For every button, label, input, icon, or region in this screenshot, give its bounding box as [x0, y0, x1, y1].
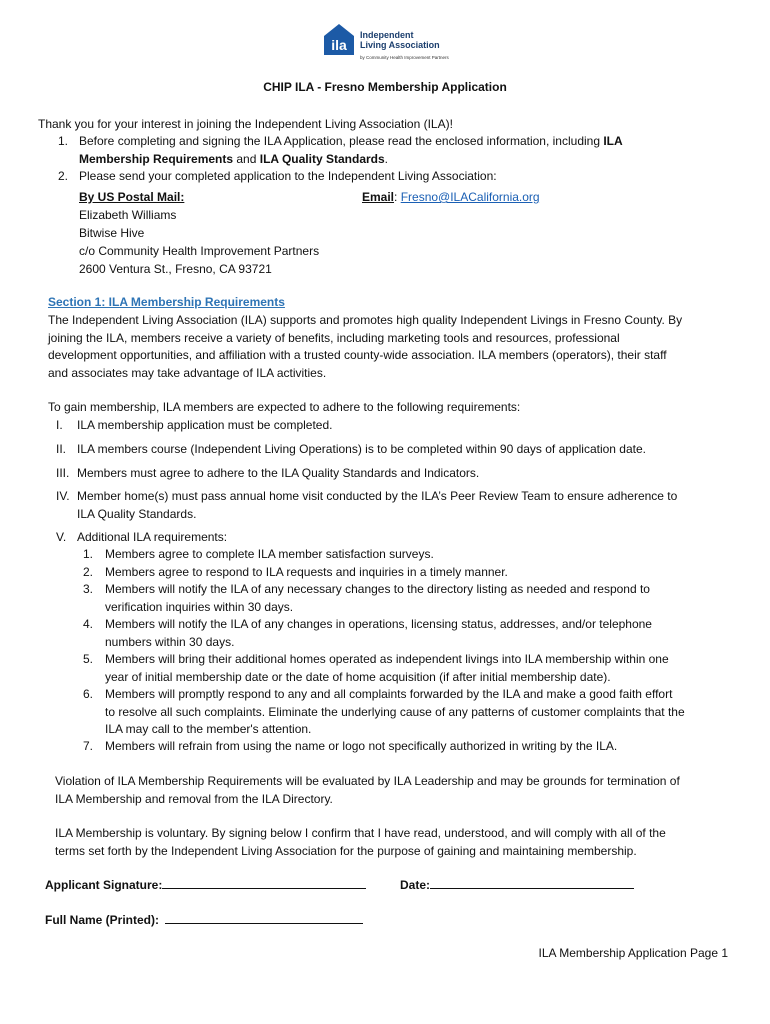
additional-number: 6. [83, 687, 94, 701]
additional-text: numbers within 30 days. [105, 635, 235, 649]
applicant-signature-line[interactable] [162, 876, 366, 889]
additional-text: year of initial membership date or the date of home acquisition (if after initial membership date). [105, 670, 611, 684]
step-2-number: 2. [58, 169, 69, 183]
email-link[interactable]: Fresno@ILACalifornia.org [400, 190, 540, 204]
requirement-number: IV. [56, 489, 70, 503]
additional-text: Members will promptly respond to any and all complaints forwarded by the ILA and make a good faith effort [105, 687, 673, 701]
additional-text: Members will bring their additional homes operated as independent livings into ILA membership within one [105, 652, 669, 666]
full-name-field[interactable] [45, 911, 363, 927]
requirement-text: Additional ILA requirements: [77, 530, 228, 544]
step-1-number: 1. [58, 134, 69, 148]
requirement-number: II. [56, 442, 67, 456]
additional-text: ILA may call to the member's attention. [105, 722, 312, 736]
requirement-number: I. [56, 418, 63, 432]
additional-number: 1. [83, 547, 94, 561]
postal-mail-heading: By US Postal Mail: [79, 190, 185, 204]
section-1-para-line: and associates may take advantage of ILA activities. [48, 366, 327, 380]
house-logo-icon [322, 22, 356, 56]
mail-address-line: c/o Community Health Improvement Partners [79, 244, 320, 258]
step-1-text: Before completing and signing the ILA Application, please read the enclosed information, including ILA [79, 134, 623, 148]
mail-address-line: 2600 Ventura St., Fresno, CA 93721 [79, 262, 272, 276]
logo-name-line1: Independent [360, 30, 414, 40]
mail-address-line: Bitwise Hive [79, 226, 145, 240]
step-2-text: Please send your completed application to the Independent Living Association: [79, 169, 497, 183]
voluntary-text: ILA Membership is voluntary. By signing below I confirm that I have read, understood, and will comply with all of the [55, 826, 666, 840]
full-name-line[interactable] [165, 911, 363, 924]
requirement-text: ILA Quality Standards. [77, 507, 197, 521]
date-label: Date: [400, 878, 431, 892]
full-name-label: Full Name (Printed): [45, 913, 160, 927]
page-footer: ILA Membership Application Page 1 [538, 946, 728, 960]
date-field[interactable] [400, 876, 634, 892]
requirement-text: ILA members course (Independent Living Operations) is to be completed within 90 days of application date. [77, 442, 646, 456]
section-1-para-line: joining the ILA, members receive a variety of benefits, including marketing tools and resources, professional [48, 331, 620, 345]
additional-text: Members will notify the ILA of any necessary changes to the directory listing as needed and respond to [105, 582, 650, 596]
requirement-number: V. [56, 530, 67, 544]
logo-name-line2: Living Association [360, 40, 440, 50]
additional-number: 5. [83, 652, 94, 666]
requirement-number: III. [56, 466, 70, 480]
additional-number: 4. [83, 617, 94, 631]
violation-text: ILA Membership and removal from the ILA Directory. [55, 792, 333, 806]
requirements-lead: To gain membership, ILA members are expected to adhere to the following requirements: [48, 400, 521, 414]
email-line: Email: Fresno@ILACalifornia.org [362, 190, 540, 204]
ila-logo [322, 22, 502, 70]
additional-number: 2. [83, 565, 94, 579]
additional-text: Members will refrain from using the name or logo not specifically authorized in writing by the ILA. [105, 739, 618, 753]
applicant-signature-label: Applicant Signature: [45, 878, 163, 892]
logo-name [360, 30, 440, 50]
requirement-text: ILA membership application must be completed. [77, 418, 333, 432]
additional-text: verification inquiries within 30 days. [105, 600, 294, 614]
additional-text: to resolve all such complaints. Eliminate the underlying cause of any patterns of customer complaints that the [105, 705, 685, 719]
section-1-heading: Section 1: ILA Membership Requirements [48, 295, 285, 309]
logo-mark-text: ila [331, 37, 347, 53]
violation-text: Violation of ILA Membership Requirements will be evaluated by ILA Leadership and may be grounds for termination of [55, 774, 680, 788]
additional-text: Members agree to respond to ILA requests and inquiries in a timely manner. [105, 565, 508, 579]
voluntary-text: terms set forth by the Independent Living Association for the purpose of gaining and maintaining membership. [55, 844, 637, 858]
additional-text: Members will notify the ILA of any changes in operations, licensing status, addresses, and/or telephone [105, 617, 652, 631]
additional-text: Members agree to complete ILA member satisfaction surveys. [105, 547, 434, 561]
mail-address-line: Elizabeth Williams [79, 208, 177, 222]
requirement-text: Members must agree to adhere to the ILA Quality Standards and Indicators. [77, 466, 480, 480]
section-1-para-line: The Independent Living Association (ILA) supports and promotes high quality Independent Livings in Fresno County. By [48, 313, 683, 327]
step-1-text-cont: Membership Requirements and ILA Quality Standards. [79, 152, 389, 166]
section-1-para-line: development opportunities, and affiliation with a trusted county-wide association. ILA members (operators), their staff [48, 348, 667, 362]
additional-number: 3. [83, 582, 94, 596]
applicant-signature-field[interactable] [45, 876, 366, 892]
requirement-text: Member home(s) must pass annual home visit conducted by the ILA’s Peer Review Team to ensure adherence to [77, 489, 678, 503]
document-title: CHIP ILA - Fresno Membership Application [263, 80, 507, 94]
date-line[interactable] [430, 876, 634, 889]
intro-text: Thank you for your interest in joining the Independent Living Association (ILA)! [38, 117, 453, 131]
logo-tagline: by Community Health Improvement Partners [360, 55, 449, 60]
additional-number: 7. [83, 739, 94, 753]
